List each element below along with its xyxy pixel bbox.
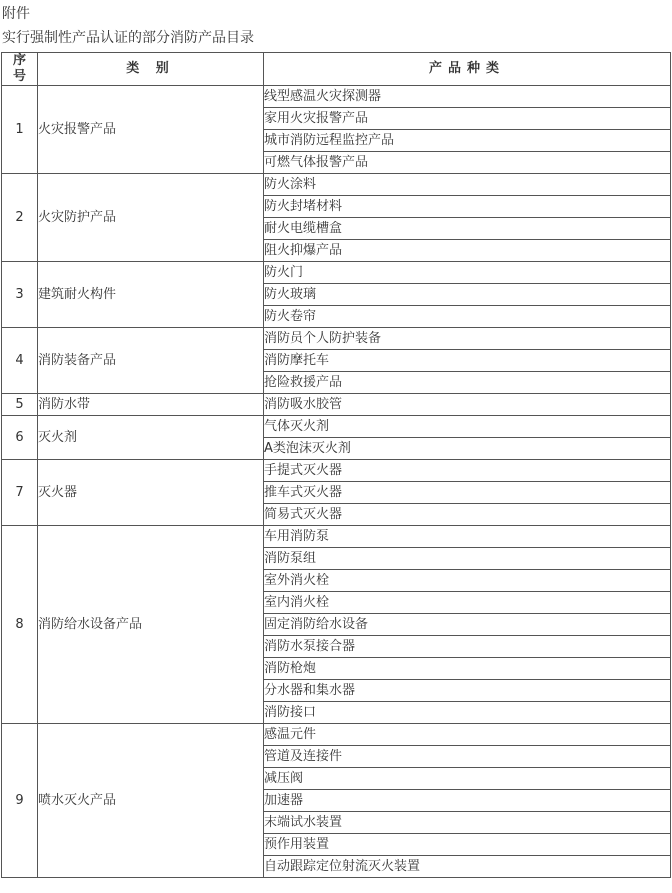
product-type-cell: 抢险救援产品 (264, 372, 671, 394)
product-type-cell: 室内消火栓 (264, 592, 671, 614)
product-type-cell: 家用火灾报警产品 (264, 108, 671, 130)
product-type-cell: 防火涂料 (264, 174, 671, 196)
category-cell: 消防水带 (38, 394, 264, 416)
product-type-cell: 末端试水装置 (264, 812, 671, 834)
product-type-cell: 防火封堵材料 (264, 196, 671, 218)
product-type-cell: 消防员个人防护装备 (264, 328, 671, 350)
category-cell: 建筑耐火构件 (38, 262, 264, 328)
product-type-cell: 分水器和集水器 (264, 680, 671, 702)
header-serial-line2: 号 (12, 69, 26, 84)
product-type-cell: 防火玻璃 (264, 284, 671, 306)
header-serial-number (2, 53, 38, 86)
table-body (2, 86, 671, 878)
product-type-cell: 消防接口 (264, 702, 671, 724)
serial-number-cell: 9 (2, 724, 38, 878)
serial-number-cell: 7 (2, 460, 38, 526)
product-type-cell: 推车式灭火器 (264, 482, 671, 504)
table-row (2, 526, 671, 548)
product-type-cell: 固定消防给水设备 (264, 614, 671, 636)
attachment-label: 附件 (2, 6, 30, 22)
category-cell: 灭火器 (38, 460, 264, 526)
product-type-cell: 消防枪炮 (264, 658, 671, 680)
product-type-cell: 消防摩托车 (264, 350, 671, 372)
product-type-cell: 手提式灭火器 (264, 460, 671, 482)
serial-number-cell: 1 (2, 86, 38, 174)
product-type-cell: 管道及连接件 (264, 746, 671, 768)
category-cell: 火灾报警产品 (38, 86, 264, 174)
serial-number-cell: 4 (2, 328, 38, 394)
product-type-cell: 可燃气体报警产品 (264, 152, 671, 174)
product-type-cell: 防火卷帘 (264, 306, 671, 328)
table-row (2, 86, 671, 108)
table-header (2, 53, 671, 86)
header-serial-line1: 序 (12, 53, 26, 68)
product-type-cell: 消防吸水胶管 (264, 394, 671, 416)
serial-number-cell: 2 (2, 174, 38, 262)
product-type-cell: 消防水泵接合器 (264, 636, 671, 658)
serial-number-cell: 8 (2, 526, 38, 724)
product-type-cell: 减压阀 (264, 768, 671, 790)
category-cell: 喷水灭火产品 (38, 724, 264, 878)
serial-number-cell: 3 (2, 262, 38, 328)
document-title: 实行强制性产品认证的部分消防产品目录 (2, 30, 254, 46)
header-product-type: 产品种类 (264, 53, 671, 86)
product-type-cell: 城市消防远程监控产品 (264, 130, 671, 152)
product-type-cell: 气体灭火剂 (264, 416, 671, 438)
product-type-cell: 防火门 (264, 262, 671, 284)
table-row (2, 724, 671, 746)
table-row (2, 328, 671, 350)
product-type-cell: 自动跟踪定位射流灭火装置 (264, 856, 671, 878)
serial-number-cell: 6 (2, 416, 38, 460)
product-type-cell: 加速器 (264, 790, 671, 812)
product-type-cell: 阻火抑爆产品 (264, 240, 671, 262)
table-row (2, 174, 671, 196)
product-type-cell: 车用消防泵 (264, 526, 671, 548)
category-cell: 消防装备产品 (38, 328, 264, 394)
table-row (2, 416, 671, 438)
table-row (2, 460, 671, 482)
product-type-cell: 感温元件 (264, 724, 671, 746)
serial-number-cell: 5 (2, 394, 38, 416)
category-cell: 火灾防护产品 (38, 174, 264, 262)
product-type-cell: A类泡沫灭火剂 (264, 438, 671, 460)
product-type-cell: 简易式灭火器 (264, 504, 671, 526)
table-row (2, 262, 671, 284)
product-catalog-table (1, 52, 671, 878)
header-row (2, 53, 671, 86)
category-cell: 消防给水设备产品 (38, 526, 264, 724)
table-row (2, 394, 671, 416)
product-type-cell: 预作用装置 (264, 834, 671, 856)
header-category: 类 别 (38, 53, 264, 86)
category-cell: 灭火剂 (38, 416, 264, 460)
product-type-cell: 室外消火栓 (264, 570, 671, 592)
product-type-cell: 耐火电缆槽盒 (264, 218, 671, 240)
product-type-cell: 线型感温火灾探测器 (264, 86, 671, 108)
product-type-cell: 消防泵组 (264, 548, 671, 570)
